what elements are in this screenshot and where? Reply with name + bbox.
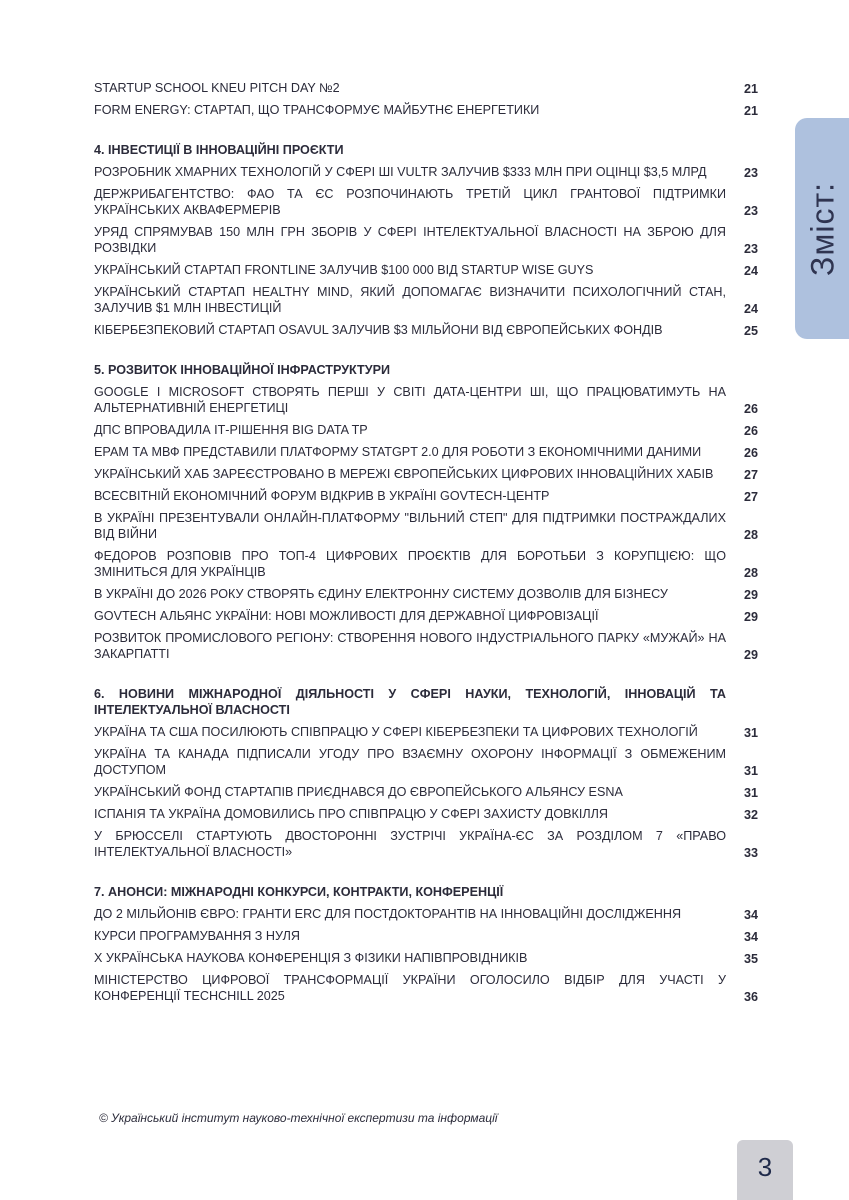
toc-entry[interactable] <box>94 444 766 460</box>
toc-entry-title: FORM ENERGY: СТАРТАП, ЩО ТРАНСФОРМУЄ МАЙБУТНЄ ЕНЕРГЕТИКИ <box>94 103 540 117</box>
toc-entry-page: 23 <box>743 242 758 256</box>
toc-entry-title: УКРАЇНСЬКИЙ ХАБ ЗАРЕЄСТРОВАНО В МЕРЕЖІ ЄВРОПЕЙСЬКИХ ЦИФРОВИХ ІННОВАЦІЙНИХ ХАБІВ <box>94 467 714 481</box>
toc-entry[interactable] <box>94 164 766 180</box>
toc-entry-page: 29 <box>743 588 758 602</box>
toc-entry[interactable] <box>94 488 766 504</box>
page-number-box <box>737 1140 793 1200</box>
toc-entry-page: 28 <box>743 528 758 542</box>
toc-entry-title: ІСПАНІЯ ТА УКРАЇНА ДОМОВИЛИСЬ ПРО СПІВПРАЦЮ У СФЕРІ ЗАХИСТУ ДОВКІЛЛЯ <box>94 807 608 821</box>
toc-entry-page: 24 <box>743 264 758 278</box>
toc-entry-title: РОЗРОБНИК ХМАРНИХ ТЕХНОЛОГІЙ У СФЕРІ ШІ VULTR ЗАЛУЧИВ $333 МЛН ПРИ ОЦІНЦІ $3,5 МЛРД <box>94 165 707 179</box>
toc-entry[interactable] <box>94 806 766 822</box>
toc-entry-title: STARTUP SCHOOL KNEU PITCH DAY №2 <box>94 81 340 95</box>
toc-entry-page: 21 <box>743 82 758 96</box>
toc-entry[interactable] <box>94 828 766 860</box>
toc-entry-page: 35 <box>743 952 758 966</box>
toc-entry-title: РОЗВИТОК ПРОМИСЛОВОГО РЕГІОНУ: СТВОРЕННЯ НОВОГО ІНДУСТРІАЛЬНОГО ПАРКУ «МУЖАЙ» НА ЗАКАРПАТТІ <box>94 631 726 661</box>
toc-entry[interactable] <box>94 724 766 740</box>
toc-entry[interactable] <box>94 466 766 482</box>
toc-entry[interactable] <box>94 906 766 922</box>
toc-entry-page: 23 <box>743 204 758 218</box>
toc-entry-title: ДО 2 МІЛЬЙОНІВ ЄВРО: ГРАНТИ ERC ДЛЯ ПОСТДОКТОРАНТІВ НА ІННОВАЦІЙНІ ДОСЛІДЖЕННЯ <box>94 907 682 921</box>
toc-entry-page: 32 <box>743 808 758 822</box>
toc-entry[interactable] <box>94 422 766 438</box>
toc-section-4 <box>94 142 766 338</box>
toc-entry-title: УКРАЇНСЬКИЙ СТАРТАП HEALTHY MIND, ЯКИЙ ДОПОМАГАЄ ВИЗНАЧИТИ ПСИХОЛОГІЧНИЙ СТАН, ЗАЛУЧИВ $1 МЛН ІНВЕСТИЦІЙ <box>94 285 726 315</box>
toc-entry-page: 29 <box>743 648 758 662</box>
toc-entry[interactable] <box>94 384 766 416</box>
toc-entry[interactable] <box>94 322 766 338</box>
toc-entry[interactable] <box>94 224 766 256</box>
toc-entry-title: GOOGLE І MICROSOFT СТВОРЯТЬ ПЕРШІ У СВІТІ ДАТА-ЦЕНТРИ ШІ, ЩО ПРАЦЮВАТИМУТЬ НА АЛЬТЕРНАТИВНІЙ ЕНЕРГЕТИЦІ <box>94 385 726 415</box>
toc-entry-title: КІБЕРБЕЗПЕКОВИЙ СТАРТАП OSAVUL ЗАЛУЧИВ $3 МІЛЬЙОНИ ВІД ЄВРОПЕЙСЬКИХ ФОНДІВ <box>94 323 663 337</box>
toc-entry-title: ВСЕСВІТНІЙ ЕКОНОМІЧНИЙ ФОРУМ ВІДКРИВ В УКРАЇНІ GOVTECH-ЦЕНТР <box>94 489 550 503</box>
toc-entry-page: 26 <box>743 424 758 438</box>
toc-entry[interactable] <box>94 186 766 218</box>
toc-entry-title: В УКРАЇНІ ДО 2026 РОКУ СТВОРЯТЬ ЄДИНУ ЕЛЕКТРОННУ СИСТЕМУ ДОЗВОЛІВ ДЛЯ БІЗНЕСУ <box>94 587 668 601</box>
toc-entry-title: УКРАЇНА ТА КАНАДА ПІДПИСАЛИ УГОДУ ПРО ВЗАЄМНУ ОХОРОНУ ІНФОРМАЦІЇ З ОБМЕЖЕНИМ ДОСТУПОМ <box>94 747 726 777</box>
toc-entry[interactable] <box>94 950 766 966</box>
toc-entry[interactable] <box>94 784 766 800</box>
toc-entry-page: 31 <box>743 726 758 740</box>
toc-entry-page: 26 <box>743 446 758 460</box>
toc-entry-title: УРЯД СПРЯМУВАВ 150 МЛН ГРН ЗБОРІВ У СФЕРІ ІНТЕЛЕКТУАЛЬНОЇ ВЛАСНОСТІ НА ЗБРОЮ ДЛЯ РОЗВІДКИ <box>94 225 726 255</box>
toc-entry-title: GOVTECH АЛЬЯНС УКРАЇНИ: НОВІ МОЖЛИВОСТІ ДЛЯ ДЕРЖАВНОЇ ЦИФРОВІЗАЦІЇ <box>94 609 599 623</box>
toc-entry-title: ЕРАМ ТА МВФ ПРЕДСТАВИЛИ ПЛАТФОРМУ STATGPT 2.0 ДЛЯ РОБОТИ З ЕКОНОМІЧНИМИ ДАНИМИ <box>94 445 702 459</box>
intro-entries <box>94 80 766 118</box>
toc-entry-page: 36 <box>743 990 758 1004</box>
section-title[interactable]: 4. ІНВЕСТИЦІЇ В ІННОВАЦІЙНІ ПРОЄКТИ <box>94 143 344 157</box>
toc-entry[interactable] <box>94 102 766 118</box>
copyright-footer: © Український інститут науково-технічної експертизи та інформації <box>99 1111 498 1125</box>
toc-entry[interactable] <box>94 284 766 316</box>
toc-entry-page: 34 <box>743 908 758 922</box>
toc-entry-page: 29 <box>743 610 758 624</box>
toc-entry-title: ДПС ВПРОВАДИЛА ІТ-РІШЕННЯ BIG DATA TP <box>94 423 368 437</box>
toc-entry-page: 26 <box>743 402 758 416</box>
toc-entry[interactable] <box>94 548 766 580</box>
toc-entry-title: У БРЮССЕЛІ СТАРТУЮТЬ ДВОСТОРОННІ ЗУСТРІЧІ УКРАЇНА-ЄС ЗА РОЗДІЛОМ 7 «ПРАВО ІНТЕЛЕКТУАЛЬНОЇ ВЛАСНОСТІ» <box>94 829 726 859</box>
toc-entry-page: 31 <box>743 786 758 800</box>
table-of-contents <box>94 80 766 1010</box>
toc-entry[interactable] <box>94 928 766 944</box>
toc-entry[interactable] <box>94 972 766 1004</box>
toc-entry[interactable] <box>94 80 766 96</box>
toc-section-5 <box>94 362 766 662</box>
page-number: 3 <box>757 1152 773 1182</box>
toc-entry-title: В УКРАЇНІ ПРЕЗЕНТУВАЛИ ОНЛАЙН-ПЛАТФОРМУ "ВІЛЬНИЙ СТЕП" ДЛЯ ПІДТРИМКИ ПОСТРАЖДАЛИХ ВІД ВІЙНИ <box>94 511 726 541</box>
toc-entry-page: 23 <box>743 166 758 180</box>
toc-section-6 <box>94 686 766 860</box>
section-title[interactable]: 6. НОВИНИ МІЖНАРОДНОЇ ДІЯЛЬНОСТІ У СФЕРІ НАУКИ, ТЕХНОЛОГІЙ, ІННОВАЦІЙ ТА ІНТЕЛЕКТУАЛЬНОЇ ВЛАСНОСТІ <box>94 687 726 717</box>
toc-entry-page: 21 <box>743 104 758 118</box>
toc-entry-title: КУРСИ ПРОГРАМУВАННЯ З НУЛЯ <box>94 929 300 943</box>
toc-entry[interactable] <box>94 630 766 662</box>
toc-entry[interactable] <box>94 510 766 542</box>
toc-entry-title: УКРАЇНСЬКИЙ ФОНД СТАРТАПІВ ПРИЄДНАВСЯ ДО ЄВРОПЕЙСЬКОГО АЛЬЯНСУ ESNA <box>94 785 623 799</box>
section-title[interactable]: 5. РОЗВИТОК ІННОВАЦІЙНОЇ ІНФРАСТРУКТУРИ <box>94 363 391 377</box>
section-title[interactable]: 7. АНОНСИ: МІЖНАРОДНІ КОНКУРСИ, КОНТРАКТИ, КОНФЕРЕНЦІЇ <box>94 885 504 899</box>
toc-entry[interactable] <box>94 586 766 602</box>
toc-entry-title: УКРАЇНА ТА США ПОСИЛЮЮТЬ СПІВПРАЦЮ У СФЕРІ КІБЕРБЕЗПЕКИ ТА ЦИФРОВИХ ТЕХНОЛОГІЙ <box>94 725 698 739</box>
toc-entry-page: 33 <box>743 846 758 860</box>
toc-entry-page: 28 <box>743 566 758 580</box>
toc-entry-page: 34 <box>743 930 758 944</box>
toc-entry-page: 27 <box>743 490 758 504</box>
toc-entry-title: УКРАЇНСЬКИЙ СТАРТАП FRONTLINE ЗАЛУЧИВ $100 000 ВІД STARTUP WISE GUYS <box>94 263 594 277</box>
toc-entry-page: 25 <box>743 324 758 338</box>
toc-entry-title: МІНІСТЕРСТВО ЦИФРОВОЇ ТРАНСФОРМАЦІЇ УКРАЇНИ ОГОЛОСИЛО ВІДБІР ДЛЯ УЧАСТІ У КОНФЕРЕНЦІЇ TECHCHILL 2025 <box>94 973 726 1003</box>
toc-entry-page: 27 <box>743 468 758 482</box>
toc-entry-title: ФЕДОРОВ РОЗПОВІВ ПРО ТОП-4 ЦИФРОВИХ ПРОЄКТІВ ДЛЯ БОРОТЬБИ З КОРУПЦІЄЮ: ЩО ЗМІНИТЬСЯ ДЛЯ УКРАЇНЦІВ <box>94 549 726 579</box>
toc-entry[interactable] <box>94 262 766 278</box>
toc-entry[interactable] <box>94 608 766 624</box>
toc-entry[interactable] <box>94 746 766 778</box>
toc-entry-title: X УКРАЇНСЬКА НАУКОВА КОНФЕРЕНЦІЯ З ФІЗИКИ НАПІВПРОВІДНИКІВ <box>94 951 528 965</box>
toc-entry-page: 24 <box>743 302 758 316</box>
toc-entry-page: 31 <box>743 764 758 778</box>
toc-section-7 <box>94 884 766 1004</box>
toc-entry-title: ДЕРЖРИБАГЕНТСТВО: ФАО ТА ЄС РОЗПОЧИНАЮТЬ ТРЕТІЙ ЦИКЛ ГРАНТОВОЇ ПІДТРИМКИ УКРАЇНСЬКИХ АКВАФЕРМЕРІВ <box>94 187 726 217</box>
contents-tab-label: Зміст: <box>804 182 841 276</box>
